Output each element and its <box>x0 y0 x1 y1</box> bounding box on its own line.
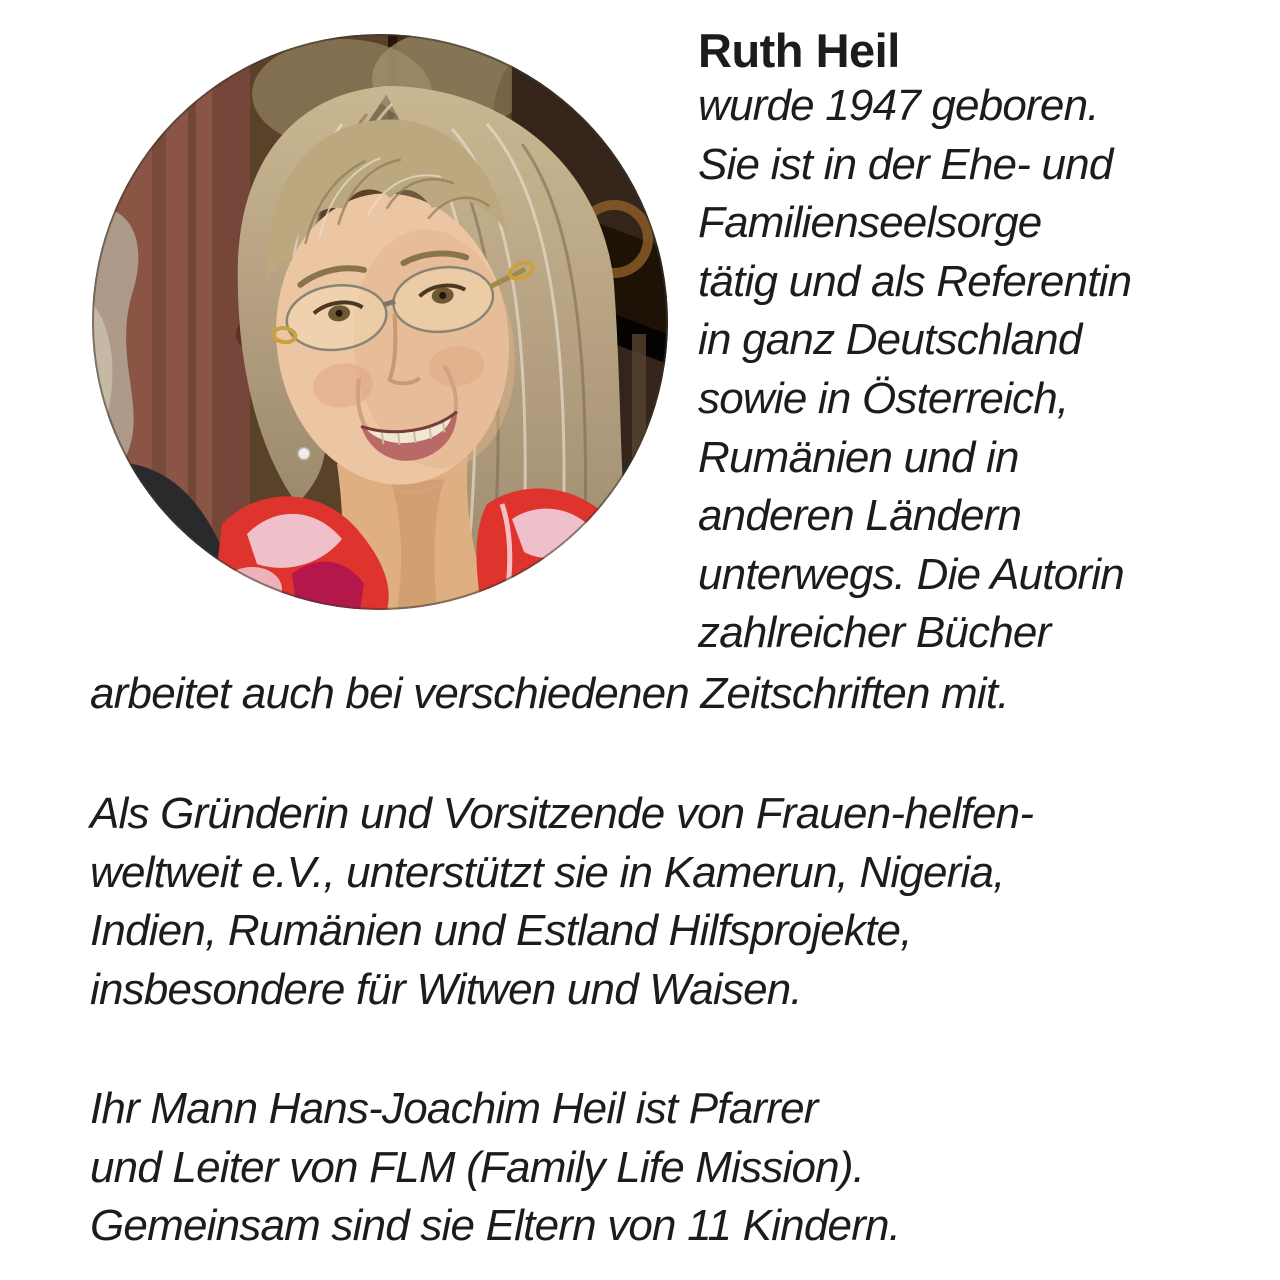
author-portrait-photo <box>92 34 668 610</box>
bio-line: weltweit e.V., unterstützt sie in Kamerun, Nigeria, <box>90 847 1005 897</box>
bio-line: wurde 1947 geboren. <box>698 81 1099 130</box>
bio-line: insbesondere für Witwen und Waisen. <box>90 964 802 1014</box>
bio-line: zahlreicher Bücher <box>698 608 1051 658</box>
bio-overflow-line <box>90 665 1009 724</box>
bio-line: Als Gründerin und Vorsitzende von Frauen-helfen- <box>90 789 1034 838</box>
bio-line: Familienseelsorge <box>698 198 1042 248</box>
portrait-illustration <box>92 34 668 610</box>
bio-line: tätig und als Referentin <box>698 256 1132 306</box>
bio-line: und Leiter von FLM (Family Life Mission). <box>90 1142 865 1192</box>
bio-line: anderen Ländern <box>698 491 1022 541</box>
bio-line: Sie ist in der Ehe- und <box>698 139 1113 189</box>
bio-line: in ganz Deutschland <box>698 315 1082 365</box>
author-name: Ruth Heil <box>698 24 900 77</box>
bio-paragraph-3 <box>90 1080 900 1256</box>
bio-line: Indien, Rumänien und Estland Hilfsprojekte, <box>90 906 912 956</box>
bio-line: Gemeinsam sind sie Eltern von 11 Kindern. <box>90 1201 901 1251</box>
bio-paragraph-2 <box>90 785 1033 1019</box>
bio-line: unterwegs. Die Autorin <box>698 549 1124 599</box>
bio-line: Ihr Mann Hans-Joachim Heil ist Pfarrer <box>90 1084 818 1133</box>
bio-line: Rumänien und in <box>698 432 1019 482</box>
bio-line: arbeitet auch bei verschiedenen Zeitschriften mit. <box>90 669 1009 718</box>
bio-line: sowie in Österreich, <box>698 373 1069 423</box>
bio-wrapped-column <box>698 77 1131 663</box>
